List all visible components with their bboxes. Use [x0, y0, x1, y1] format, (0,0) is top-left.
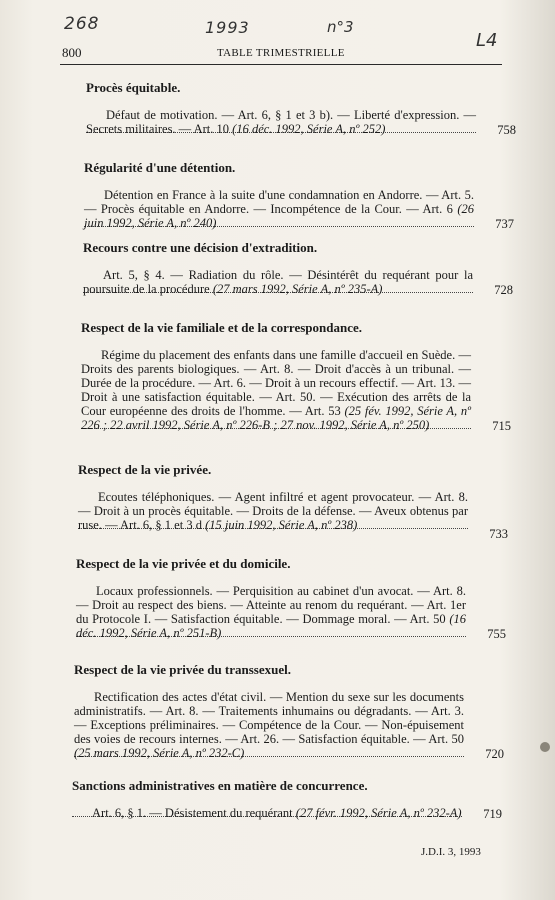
handwritten-note: n°3 [327, 18, 354, 36]
entry-title: Régularité d'une détention. [84, 160, 236, 175]
entry-text: Rectification des actes d'état civil. — Mention du sexe sur les documents administratifs. — Art. 8. — Traitements inhumains ou dégradants. — Art. 3. — Exceptions préliminaires. — Compétence de la Cour. — Non-épuisement des voies de recours internes. — Art. 26. — Satisfaction équitable. — Art. 50 [74, 690, 464, 746]
entry-page-number: 737 [495, 217, 514, 231]
entry-title: Sanctions administratives en matière de concurrence. [72, 778, 368, 793]
handwritten-note: 268 [64, 14, 100, 34]
page-number: 800 [62, 45, 82, 60]
entry-text: Art. 5, § 4. — Radiation du rôle. — Désintérêt du requérant pour la poursuite de la procédure [83, 268, 473, 296]
entry-reference: (16 déc. 1992, Série A, nº 251-B) [76, 612, 466, 640]
entry-page-number: 755 [487, 627, 506, 641]
entry-reference: (27 mars 1992, Série A, nº 235-A) [212, 282, 383, 296]
entry-text: Art. 6, § 1. — Désistement du requérant [92, 806, 296, 820]
index-entry [72, 778, 502, 821]
index-entry [78, 462, 508, 541]
page-header [60, 44, 502, 65]
index-entry [84, 160, 514, 231]
index-entry [81, 320, 511, 433]
entry-body [72, 806, 502, 821]
entry-title: Respect de la vie familiale et de la correspondance. [81, 320, 363, 335]
entry-body [74, 690, 504, 761]
entry-page-number: 719 [483, 807, 502, 821]
entry-text: Ecoutes téléphoniques. — Agent infiltré et agent provocateur. — Art. 8. — Droit à un procès équitable. — Droits de la défense. — Aveux obtenus par ruse. — Art. 6, § 1 et 3 d [78, 490, 468, 532]
entry-reference: (16 déc. 1992, Série A, nº 252) [232, 122, 386, 136]
entry-page-number: 728 [494, 283, 513, 297]
entry-body [76, 584, 506, 641]
entry-body [78, 490, 508, 541]
entry-text: Régime du placement des enfants dans une famille d'accueil en Suède. — Droits des parents biologiques. — Art. 8. — Droit d'accès à un tribunal. — Durée de la procédure. — Art. 6. — Droit à un recours effectif. — Art. 13. — Droit à une satisfaction équitable. — Art. 50. — Exécution des arrêts de la Cour européenne des droits de l'homme. — Art. 53 [81, 348, 471, 418]
page-footer: J.D.I. 3, 1993 [421, 846, 481, 858]
running-title: TABLE TRIMESTRIELLE [217, 47, 345, 59]
entry-text: Défaut de motivation. — Art. 6, § 1 et 3 b). — Liberté d'expression. — Secrets militaires. — Art. 10 [86, 108, 476, 136]
index-entry [86, 80, 516, 137]
index-entry [74, 662, 504, 761]
entry-title: Respect de la vie privée et du domicile. [76, 556, 291, 571]
entry-reference: (15 juin 1992, Série A, nº 238) [205, 518, 358, 532]
entry-reference: (25 mars 1992, Série A, nº 232-C) [74, 746, 245, 760]
entry-title: Respect de la vie privée du transsexuel. [74, 662, 292, 677]
entry-title: Procès équitable. [86, 80, 181, 95]
index-entry [76, 556, 506, 641]
entry-page-number: 733 [489, 527, 508, 541]
entry-page-number: 715 [492, 419, 511, 433]
entry-reference: (27 févr. 1992, Série A, nº 232-A) [295, 806, 462, 820]
entry-body [83, 268, 513, 297]
entry-page-number: 758 [497, 123, 516, 137]
entry-page-number: 720 [485, 747, 504, 761]
entry-title: Recours contre une décision d'extradition. [83, 240, 318, 255]
entry-reference: (25 fév. 1992, Série A, nº 226 ; 22 avril 1992, Série A, nº 226-B ; 27 nov. 1992, Série A, nº 250) [81, 404, 471, 432]
handwritten-note: L4 [476, 30, 498, 51]
entry-text: Locaux professionnels. — Perquisition au cabinet d'un avocat. — Art. 8. — Droit au respect des biens. — Atteinte au renom du requérant. — Art. 1er du Protocole I. — Satisfaction équitable. — Dommage moral. — Art. 50 [76, 584, 466, 626]
entry-reference: (26 juin 1992, Série A, nº 240) [84, 202, 474, 230]
entry-title: Respect de la vie privée. [78, 462, 212, 477]
handwritten-note: 1993 [205, 18, 250, 37]
entry-body [86, 108, 516, 137]
entry-body [81, 348, 511, 433]
index-entry [83, 240, 513, 297]
entry-text: Détention en France à la suite d'une condamnation en Andorre. — Art. 5. — Procès équitable en Andorre. — Incompétence de la Cour. — Art. 6 [84, 188, 474, 216]
paper-stain [540, 742, 550, 752]
entry-body [84, 188, 514, 231]
